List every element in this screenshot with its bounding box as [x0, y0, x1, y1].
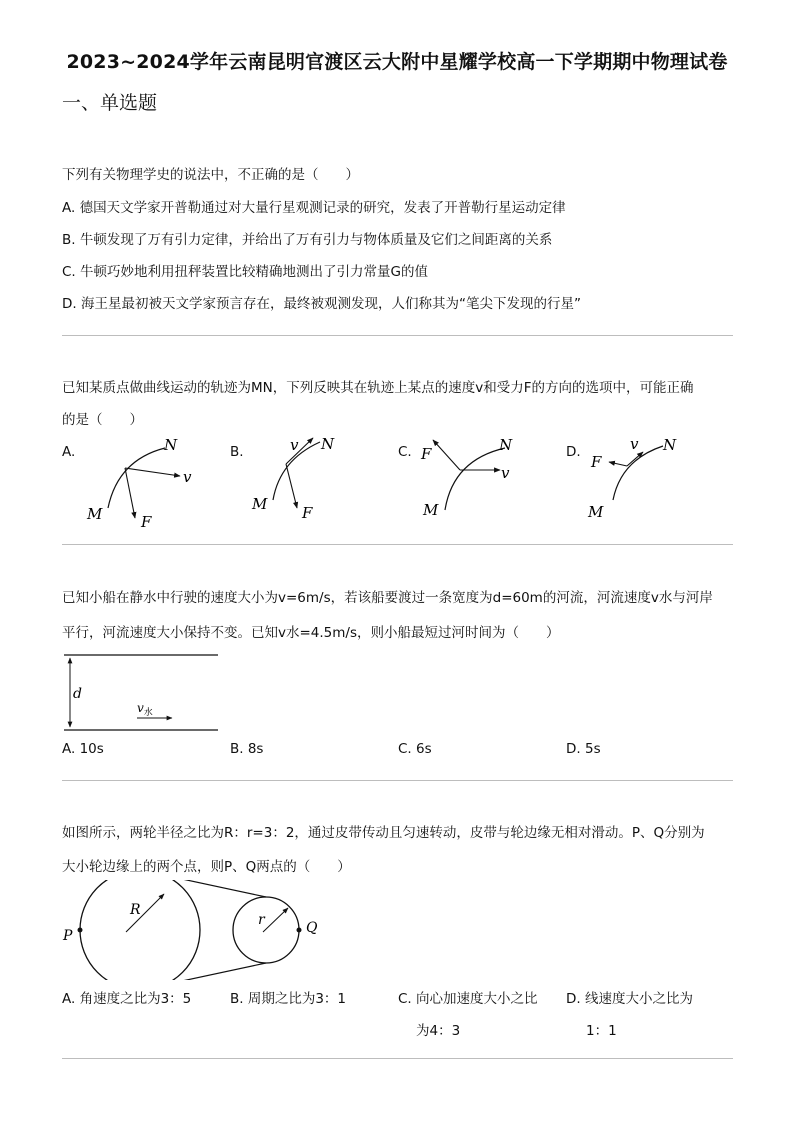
- label-f: F: [421, 445, 432, 463]
- velocity-arrow: [125, 468, 180, 476]
- q3-option-a[interactable]: A. 10s: [62, 741, 104, 757]
- page-title: 2023~2024学年云南昆明官渡区云大附中星耀学校高一下学期期中物理试卷: [66, 51, 728, 73]
- q4-option-d[interactable]: D. 线速度大小之比为: [566, 991, 693, 1007]
- label-m: M: [252, 495, 268, 513]
- label-m: M: [87, 505, 103, 523]
- q3-river-figure: [62, 650, 227, 738]
- point-q: [297, 928, 302, 933]
- label-v: v: [501, 464, 510, 482]
- q2-option-a-label[interactable]: A.: [62, 444, 76, 460]
- q2-option-b-label[interactable]: B.: [230, 444, 244, 460]
- q4-option-b[interactable]: B. 周期之比为3：1: [230, 991, 347, 1007]
- q1-option-b[interactable]: B. 牛顿发现了万有引力定律，并给出了万有引力与物体质量及它们之间距离的关系: [62, 232, 553, 248]
- q4-option-a[interactable]: A. 角速度之比为3：5: [62, 991, 192, 1007]
- belt-bottom: [140, 963, 266, 980]
- label-q: Q: [306, 920, 318, 936]
- q3-option-c[interactable]: C. 6s: [398, 741, 432, 757]
- q2-figure-a: [80, 430, 210, 530]
- label-r-small: r: [258, 912, 265, 928]
- divider: [62, 544, 733, 545]
- q1-stem: 下列有关物理学史的说法中，不正确的是（ ）: [62, 167, 359, 183]
- q3-option-d[interactable]: D. 5s: [566, 741, 601, 757]
- q2-stem-line2: 的是（ ）: [62, 412, 143, 428]
- force-arrow: [125, 468, 135, 518]
- label-r-large: R: [130, 902, 141, 918]
- q2-option-d-label[interactable]: D.: [566, 444, 581, 460]
- q4-option-d-cont: 1：1: [586, 1023, 617, 1039]
- q1-option-d[interactable]: D. 海王星最初被天文学家预言存在，最终被观测发现，人们称其为“笔尖下发现的行星”: [62, 296, 581, 312]
- q4-option-c-cont: 为4：3: [416, 1023, 461, 1039]
- label-m: M: [588, 503, 604, 521]
- q1-option-c[interactable]: C. 牛顿巧妙地利用扭秤装置比较精确地测出了引力常量G的值: [62, 264, 428, 280]
- label-n: N: [164, 436, 178, 454]
- large-wheel: [80, 880, 200, 980]
- q3-stem-line1: 已知小船在静水中行驶的速度大小为v=6m/s，若该船要渡过一条宽度为d=60m的河流，河流速度v水与河岸: [62, 590, 713, 606]
- divider: [62, 335, 733, 336]
- force-arrow: [286, 464, 297, 508]
- label-f: F: [141, 513, 152, 530]
- label-n: N: [321, 435, 335, 453]
- belt-top: [140, 880, 266, 897]
- label-v: v: [630, 435, 639, 453]
- q1-option-a[interactable]: A. 德国天文学家开普勒通过对大量行星观测记录的研究，发表了开普勒行星运动定律: [62, 200, 566, 216]
- q2-figure-b: [245, 430, 375, 530]
- label-f: F: [302, 504, 313, 522]
- section-heading: 一、单选题: [62, 92, 158, 114]
- q4-stem-line1: 如图所示，两轮半径之比为R：r=3：2，通过皮带传动且匀速转动，皮带与轮边缘无相对滑动。P、Q分别为: [62, 825, 705, 841]
- force-arrow: [433, 440, 460, 470]
- divider: [62, 1058, 733, 1059]
- velocity-arrow: [627, 452, 643, 466]
- q3-stem-line2: 平行，河流速度大小保持不变。已知v水=4.5m/s，则小船最短过河时间为（ ）: [62, 625, 560, 641]
- q4-pulley-figure: [60, 880, 330, 980]
- label-m: M: [423, 501, 439, 519]
- label-v-water: $v_水$: [137, 701, 153, 718]
- divider: [62, 780, 733, 781]
- label-d: d: [73, 686, 82, 702]
- q2-figure-c: [415, 430, 545, 530]
- radius-arrow-small: [263, 908, 288, 932]
- label-v: v: [290, 436, 299, 454]
- q4-option-c[interactable]: C. 向心加速度大小之比: [398, 991, 538, 1007]
- label-n: N: [499, 436, 513, 454]
- q4-stem-line2: 大小轮边缘上的两个点，则P、Q两点的（ ）: [62, 859, 351, 875]
- label-f: F: [591, 453, 602, 471]
- point-p: [78, 928, 83, 933]
- label-v: v: [183, 468, 192, 486]
- trajectory-curve: [108, 448, 165, 508]
- q2-option-c-label[interactable]: C.: [398, 444, 412, 460]
- label-n: N: [663, 436, 677, 454]
- q2-stem-line1: 已知某质点做曲线运动的轨迹为MN，下列反映其在轨迹上某点的速度v和受力F的方向的选项中，可能正确: [62, 380, 694, 396]
- q3-option-b[interactable]: B. 8s: [230, 741, 264, 757]
- force-arrow: [609, 462, 627, 466]
- label-p: P: [63, 928, 73, 944]
- trajectory-curve: [613, 446, 663, 500]
- small-wheel: [233, 897, 299, 963]
- trajectory-curve: [445, 448, 505, 510]
- q2-figure-d: [585, 430, 715, 530]
